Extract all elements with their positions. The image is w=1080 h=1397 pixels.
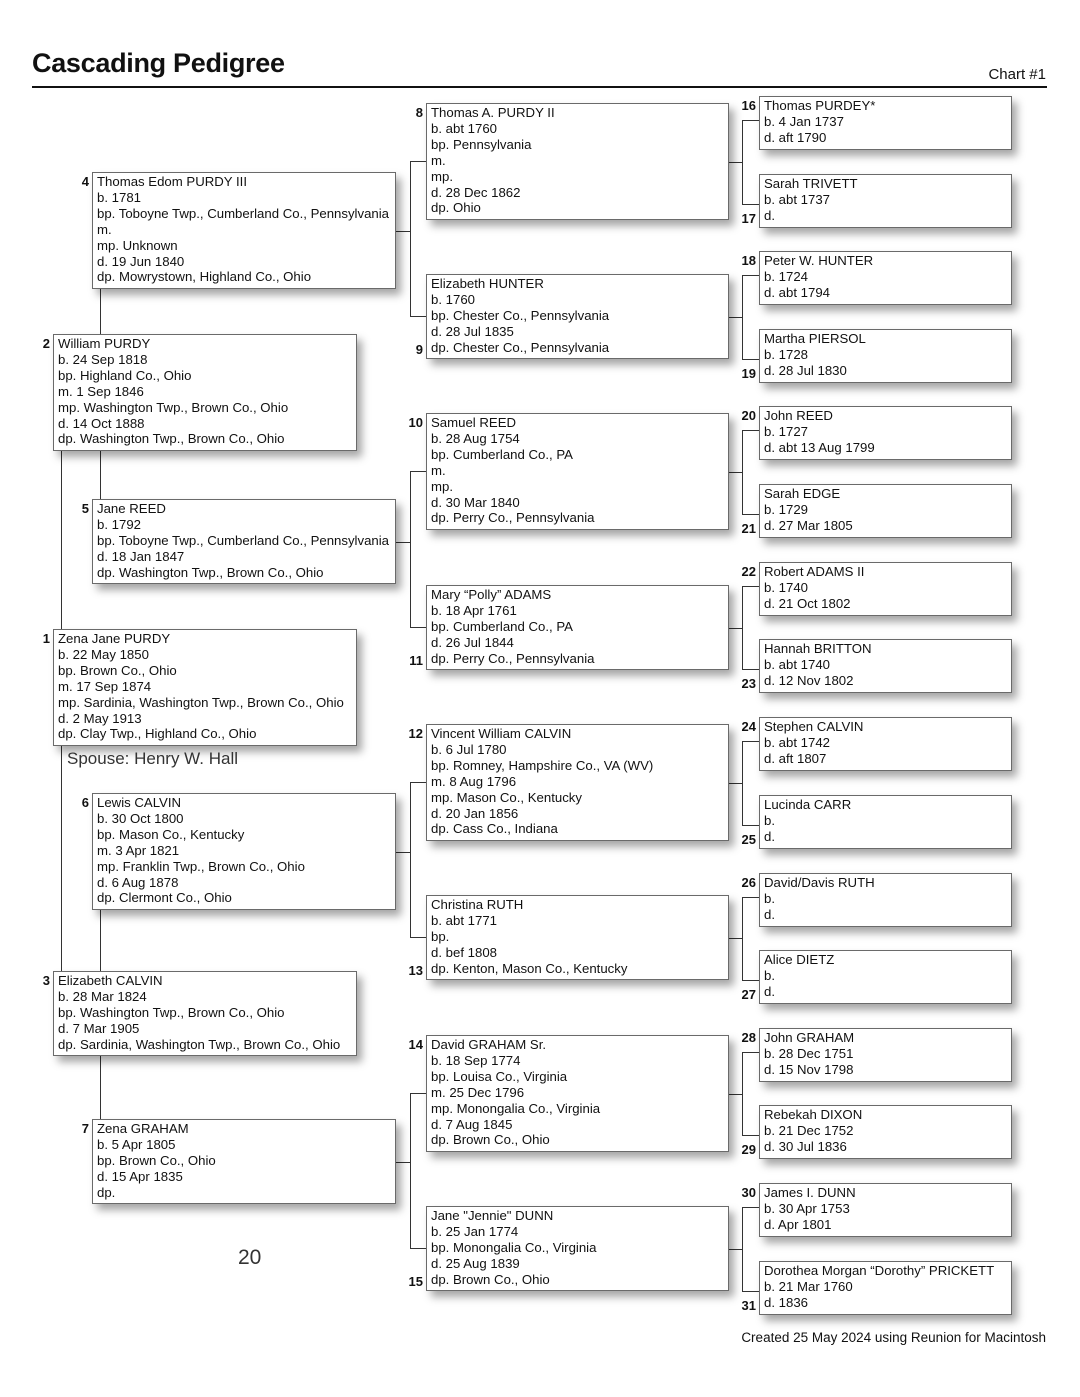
ahnentafel-number: 7 (81, 1121, 89, 1136)
person-detail: bp. Louisa Co., Virginia (431, 1068, 568, 1084)
connector-line (742, 1135, 759, 1136)
person-detail: d. 2 May 1913 (58, 710, 142, 726)
connector-line (742, 120, 743, 205)
person-detail: m. (431, 462, 446, 478)
person-detail: d. (764, 983, 775, 999)
ahnentafel-number: 22 (741, 564, 756, 579)
person-name: Martha PIERSOL (764, 331, 866, 346)
person-box-13 (426, 895, 729, 980)
connector-line (100, 1056, 101, 1119)
person-detail: d. 1836 (764, 1294, 808, 1310)
ahnentafel-number: 4 (81, 174, 89, 189)
person-detail: b. 18 Sep 1774 (431, 1052, 521, 1068)
connector-line (410, 161, 411, 317)
person-detail: m. 25 Dec 1796 (431, 1084, 525, 1100)
connector-line (396, 852, 410, 853)
ahnentafel-number: 5 (81, 501, 89, 516)
ahnentafel-number: 25 (741, 832, 756, 847)
person-box-21 (759, 484, 1012, 538)
person-detail: dp. Clermont Co., Ohio (97, 890, 232, 906)
ahnentafel-number: 26 (741, 875, 756, 890)
connector-line (100, 289, 101, 334)
person-detail: dp. Brown Co., Ohio (431, 1132, 550, 1148)
person-detail: dp. Perry Co., Pennsylvania (431, 650, 595, 666)
connector-line (729, 162, 742, 163)
person-name: Zena GRAHAM (97, 1121, 189, 1136)
person-detail: d. 26 Jul 1844 (431, 634, 514, 650)
chart-number: Chart #1 (988, 66, 1046, 83)
person-name: John REED (764, 408, 833, 423)
person-detail: d. 28 Dec 1862 (431, 184, 521, 200)
ahnentafel-number: 13 (408, 963, 423, 978)
connector-line (410, 316, 426, 317)
person-detail: d. 12 Nov 1802 (764, 672, 854, 688)
ahnentafel-number: 21 (741, 521, 756, 536)
connector-line (742, 897, 759, 898)
person-name: Elizabeth CALVIN (58, 973, 163, 988)
person-detail: dp. Perry Co., Pennsylvania (431, 510, 595, 526)
person-detail: d. aft 1807 (764, 750, 827, 766)
ahnentafel-number: 19 (741, 366, 756, 381)
person-detail: d. 28 Jul 1835 (431, 323, 514, 339)
connector-line (410, 782, 411, 938)
person-detail: mp. Washington Twp., Brown Co., Ohio (58, 399, 289, 415)
ahnentafel-number: 23 (741, 676, 756, 691)
person-name: Peter W. HUNTER (764, 253, 874, 268)
person-box-20 (759, 406, 1012, 460)
connector-line (742, 1291, 759, 1292)
person-detail: d. 25 Aug 1839 (431, 1255, 520, 1271)
person-detail: dp. Chester Co., Pennsylvania (431, 339, 610, 355)
ahnentafel-number: 9 (415, 342, 423, 357)
person-detail: b. 21 Mar 1760 (764, 1278, 853, 1294)
person-detail: bp. Washington Twp., Brown Co., Ohio (58, 1004, 285, 1020)
connector-line (410, 471, 411, 628)
ahnentafel-number: 12 (408, 726, 423, 741)
person-name: Dorothea Morgan “Dorothy” PRICKETT (764, 1263, 995, 1278)
person-detail: b. 30 Apr 1753 (764, 1200, 850, 1216)
person-detail: m. 3 Apr 1821 (97, 842, 180, 858)
person-detail: d. 15 Apr 1835 (97, 1168, 183, 1184)
person-name: Thomas PURDEY* (764, 98, 876, 113)
ahnentafel-number: 16 (741, 98, 756, 113)
person-name: Sarah EDGE (764, 486, 841, 501)
person-name: Elizabeth HUNTER (431, 276, 544, 291)
connector-line (742, 586, 743, 670)
person-box-26 (759, 873, 1012, 927)
person-detail: b. 1740 (764, 579, 808, 595)
connector-line (410, 627, 426, 628)
connector-line (742, 980, 759, 981)
connector-line (729, 783, 742, 784)
person-detail: d. 30 Jul 1836 (764, 1138, 847, 1154)
person-detail: d. 7 Aug 1845 (431, 1116, 513, 1132)
ahnentafel-number: 27 (741, 987, 756, 1002)
person-detail: dp. Kenton, Mason Co., Kentucky (431, 960, 628, 976)
person-detail: b. abt 1771 (431, 912, 497, 928)
person-detail: d. abt 1794 (764, 284, 830, 300)
person-detail: dp. (97, 1184, 116, 1200)
person-box-25 (759, 795, 1012, 849)
ahnentafel-number: 28 (741, 1030, 756, 1045)
person-detail: m. (431, 152, 446, 168)
connector-line (742, 1052, 743, 1136)
ahnentafel-number: 2 (42, 336, 50, 351)
person-detail: m. 8 Aug 1796 (431, 773, 517, 789)
person-detail: mp. Monongalia Co., Virginia (431, 1100, 601, 1116)
person-detail: d. 18 Jan 1847 (97, 548, 185, 564)
person-name: Robert ADAMS II (764, 564, 865, 579)
person-detail: dp. Washington Twp., Brown Co., Ohio (97, 564, 324, 580)
person-detail: mp. (431, 168, 453, 184)
person-box-4 (92, 172, 396, 289)
footer-credit: Created 25 May 2024 using Reunion for Macintosh (741, 1330, 1046, 1345)
person-detail: d. (764, 207, 775, 223)
person-name: Mary “Polly” ADAMS (431, 587, 552, 602)
person-detail: b. 28 Aug 1754 (431, 430, 520, 446)
person-detail: d. (764, 828, 775, 844)
person-box-28 (759, 1028, 1012, 1082)
ahnentafel-number: 31 (741, 1298, 756, 1313)
person-box-14 (426, 1035, 729, 1152)
person-detail: b. 5 Apr 1805 (97, 1136, 176, 1152)
person-detail: b. 30 Oct 1800 (97, 810, 184, 826)
person-detail: d. 28 Jul 1830 (764, 362, 847, 378)
person-detail: b. 1728 (764, 346, 808, 362)
connector-line (742, 586, 759, 587)
person-name: David GRAHAM Sr. (431, 1037, 547, 1052)
connector-line (742, 430, 743, 515)
person-box-11 (426, 585, 729, 670)
connector-line (729, 472, 742, 473)
person-detail: d. 15 Nov 1798 (764, 1061, 854, 1077)
person-name: Vincent William CALVIN (431, 726, 572, 741)
person-box-12 (426, 724, 729, 841)
ahnentafel-number: 18 (741, 253, 756, 268)
person-box-3 (53, 971, 357, 1056)
person-detail: bp. Romney, Hampshire Co., VA (WV) (431, 757, 654, 773)
person-box-17 (759, 174, 1012, 228)
person-name: Lewis CALVIN (97, 795, 182, 810)
person-detail: b. 24 Sep 1818 (58, 351, 148, 367)
person-detail: mp. Franklin Twp., Brown Co., Ohio (97, 858, 305, 874)
connector-line (742, 1052, 759, 1053)
person-detail: b. (764, 967, 775, 983)
connector-line (410, 1248, 426, 1249)
connector-line (742, 120, 759, 121)
person-box-30 (759, 1183, 1012, 1237)
person-box-31 (759, 1261, 1012, 1315)
ahnentafel-number: 29 (741, 1142, 756, 1157)
person-name: Thomas Edom PURDY III (97, 174, 247, 189)
person-box-7 (92, 1119, 396, 1204)
person-box-19 (759, 329, 1012, 383)
connector-line (742, 825, 759, 826)
person-name: Zena Jane PURDY (58, 631, 171, 646)
person-detail: bp. Monongalia Co., Virginia (431, 1239, 597, 1255)
person-name: Jane "Jennie" DUNN (431, 1208, 554, 1223)
connector-line (100, 451, 101, 499)
person-box-29 (759, 1105, 1012, 1159)
connector-line (729, 628, 742, 629)
ahnentafel-number: 30 (741, 1185, 756, 1200)
connector-line (100, 910, 101, 971)
person-detail: mp. Mason Co., Kentucky (431, 789, 582, 805)
person-detail: d. 27 Mar 1805 (764, 517, 853, 533)
ahnentafel-number: 15 (408, 1274, 423, 1289)
person-box-5 (92, 499, 396, 584)
person-name: William PURDY (58, 336, 151, 351)
person-detail: b. abt 1740 (764, 656, 830, 672)
person-detail: d. 30 Mar 1840 (431, 494, 520, 510)
person-detail: b. 1792 (97, 516, 141, 532)
person-box-16 (759, 96, 1012, 150)
connector-line (742, 204, 759, 205)
person-detail: d. bef 1808 (431, 944, 497, 960)
person-detail: d. Apr 1801 (764, 1216, 832, 1232)
person-name: Thomas A. PURDY II (431, 105, 555, 120)
person-detail: b. 28 Mar 1824 (58, 988, 147, 1004)
person-name: Jane REED (97, 501, 166, 516)
person-detail: mp. Sardinia, Washington Twp., Brown Co., Ohio (58, 694, 344, 710)
person-detail: b. 1727 (764, 423, 808, 439)
person-detail: mp. Unknown (97, 237, 178, 253)
connector-line (742, 514, 759, 515)
person-detail: b. abt 1760 (431, 120, 497, 136)
person-name: Rebekah DIXON (764, 1107, 863, 1122)
person-detail: d. 6 Aug 1878 (97, 874, 179, 890)
person-name: Samuel REED (431, 415, 517, 430)
person-detail: d. (764, 906, 775, 922)
ahnentafel-number: 3 (42, 973, 50, 988)
page-title: Cascading Pedigree (32, 48, 285, 78)
person-detail: b. 28 Dec 1751 (764, 1045, 854, 1061)
person-detail: dp. Clay Twp., Highland Co., Ohio (58, 726, 257, 742)
person-box-1 (53, 629, 357, 746)
ahnentafel-number: 20 (741, 408, 756, 423)
connector-line (729, 1094, 742, 1095)
connector-line (410, 161, 426, 162)
person-detail: bp. Highland Co., Ohio (58, 367, 192, 383)
person-detail: dp. Washington Twp., Brown Co., Ohio (58, 431, 285, 447)
header-rule (32, 86, 1047, 88)
person-detail: b. 25 Jan 1774 (431, 1223, 519, 1239)
person-detail: bp. Toboyne Twp., Cumberland Co., Pennsylvania (97, 532, 390, 548)
person-detail: b. 1781 (97, 189, 141, 205)
connector-line (410, 1093, 411, 1249)
person-box-8 (426, 103, 729, 220)
connector-line (742, 741, 759, 742)
person-detail: bp. Brown Co., Ohio (97, 1152, 216, 1168)
person-detail: d. aft 1790 (764, 129, 827, 145)
person-detail: dp. Brown Co., Ohio (431, 1271, 550, 1287)
person-detail: m. 1 Sep 1846 (58, 383, 144, 399)
person-detail: b. (764, 890, 775, 906)
person-name: Lucinda CARR (764, 797, 852, 812)
person-detail: m. (97, 221, 112, 237)
connector-line (396, 231, 410, 232)
connector-line (742, 741, 743, 826)
connector-line (729, 1249, 742, 1250)
connector-line (410, 937, 426, 938)
person-detail: bp. Chester Co., Pennsylvania (431, 307, 610, 323)
connector-line (396, 542, 410, 543)
connector-line (742, 359, 759, 360)
connector-line (410, 471, 426, 472)
person-detail: dp. Mowrystown, Highland Co., Ohio (97, 269, 312, 285)
person-detail: b. 1724 (764, 268, 808, 284)
person-name: Alice DIETZ (764, 952, 835, 967)
person-detail: b. 22 May 1850 (58, 646, 149, 662)
person-detail: dp. Sardinia, Washington Twp., Brown Co., Ohio (58, 1036, 341, 1052)
person-detail: b. 21 Dec 1752 (764, 1122, 854, 1138)
person-detail: dp. Ohio (431, 200, 481, 216)
person-box-10 (426, 413, 729, 530)
connector-line (410, 782, 426, 783)
person-detail: b. 4 Jan 1737 (764, 113, 844, 129)
person-name: Stephen CALVIN (764, 719, 864, 734)
person-box-24 (759, 717, 1012, 771)
person-detail: b. 6 Jul 1780 (431, 741, 507, 757)
connector-line (742, 275, 759, 276)
ahnentafel-number: 14 (408, 1037, 423, 1052)
person-detail: d. abt 13 Aug 1799 (764, 439, 875, 455)
person-name: Christina RUTH (431, 897, 524, 912)
person-detail: d. 14 Oct 1888 (58, 415, 145, 431)
person-detail: bp. Pennsylvania (431, 136, 532, 152)
person-box-22 (759, 562, 1012, 616)
person-box-23 (759, 639, 1012, 693)
connector-line (742, 275, 743, 360)
person-detail: bp. Toboyne Twp., Cumberland Co., Pennsylvania (97, 205, 390, 221)
person-detail: d. 7 Mar 1905 (58, 1020, 140, 1036)
person-detail: m. 17 Sep 1874 (58, 678, 152, 694)
connector-line (410, 1093, 426, 1094)
person-name: James I. DUNN (764, 1185, 856, 1200)
ahnentafel-number: 6 (81, 795, 89, 810)
person-detail: bp. Brown Co., Ohio (58, 662, 177, 678)
person-detail: bp. Cumberland Co., PA (431, 446, 573, 462)
connector-line (742, 897, 743, 981)
ahnentafel-number: 8 (415, 105, 423, 120)
person-name: John GRAHAM (764, 1030, 855, 1045)
person-detail: bp. (431, 928, 450, 944)
ahnentafel-number: 10 (408, 415, 423, 430)
person-detail: d. 19 Jun 1840 (97, 253, 185, 269)
connector-line (729, 938, 742, 939)
person-detail: b. 1760 (431, 291, 475, 307)
connector-line (396, 1162, 410, 1163)
person-name: Sarah TRIVETT (764, 176, 858, 191)
person-box-18 (759, 251, 1012, 305)
person-detail: d. 21 Oct 1802 (764, 595, 851, 611)
person-box-2 (53, 334, 357, 451)
person-detail: b. abt 1737 (764, 191, 830, 207)
person-detail: dp. Cass Co., Indiana (431, 821, 558, 837)
ahnentafel-number: 1 (42, 631, 50, 646)
page-number: 20 (238, 1246, 262, 1269)
person-box-9 (426, 274, 729, 359)
person-detail: b. 1729 (764, 501, 808, 517)
person-box-15 (426, 1206, 729, 1291)
person-detail: mp. (431, 478, 453, 494)
connector-line (742, 669, 759, 670)
person-detail: b. 18 Apr 1761 (431, 602, 517, 618)
person-box-27 (759, 950, 1012, 1004)
person-detail: b. (764, 812, 775, 828)
person-name: Hannah BRITTON (764, 641, 872, 656)
person-name: David/Davis RUTH (764, 875, 875, 890)
person-box-6 (92, 793, 396, 910)
ahnentafel-number: 24 (741, 719, 756, 734)
person-detail: d. 20 Jan 1856 (431, 805, 519, 821)
ahnentafel-number: 17 (741, 211, 756, 226)
spouse-label: Spouse: Henry W. Hall (67, 749, 239, 768)
person-detail: bp. Mason Co., Kentucky (97, 826, 245, 842)
connector-line (742, 1207, 759, 1208)
ahnentafel-number: 11 (409, 653, 423, 668)
connector-line (742, 1207, 743, 1292)
person-detail: bp. Cumberland Co., PA (431, 618, 573, 634)
connector-line (742, 430, 759, 431)
person-detail: b. abt 1742 (764, 734, 830, 750)
connector-line (729, 317, 742, 318)
